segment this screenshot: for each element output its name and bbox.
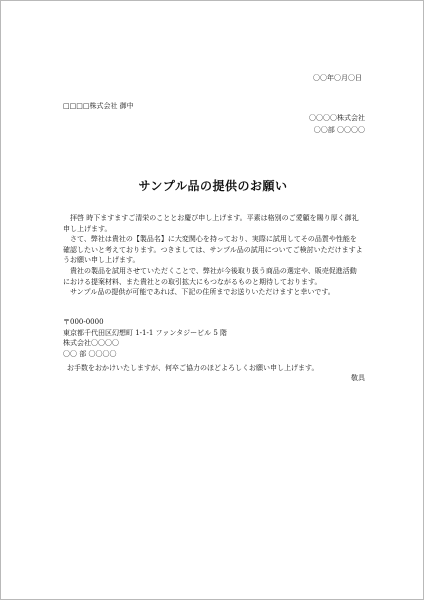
street-address: 東京都千代田区幻想町 1-1-1 ファンタジービル 5 階: [63, 328, 228, 337]
closing-sentence: お手数をおかけいたしますが、何卒ご協力のほどよろしくお願い申し上げます。: [67, 364, 319, 372]
body-paragraph-benefit: 貴社の製品を試用させていただくことで、弊社が今後取り扱う商品の選定や、販売促進活動における提案材料、また貴社との取引拡大にもつながるものと期待しております。: [63, 266, 357, 286]
sender-department: 〇〇部 〇〇〇〇: [313, 126, 365, 134]
postal-code: 〒000-0000: [63, 318, 104, 326]
body-paragraph-greeting: 拝啓 時下ますますご清栄のこととお慶び申し上げます。平素は格別のご愛顧を賜り厚く御礼申し上げます。: [63, 214, 359, 233]
delivery-address: [63, 317, 227, 359]
address-person: 〇〇 部 〇〇〇〇: [63, 349, 117, 358]
address-company: 株式会社〇〇〇〇: [63, 339, 119, 348]
letter-body: [63, 213, 363, 298]
letter-title: サンプル品の提供のお願い: [138, 179, 288, 193]
letter-date: 〇〇年〇月〇日: [313, 74, 362, 82]
recipient-line: □□□□株式会社 御中: [63, 102, 134, 110]
sender-company: 〇〇〇〇株式会社: [309, 114, 365, 122]
body-paragraph-request: さて、弊社は貴社の【製品名】に大変関心を持っており、実際に試用してその品質や性能を確認したいと考えております。つきましては、サンプル品の試用についてご検討いただけますようお願い申し上げます。: [63, 235, 363, 265]
closing-keigu: 敬具: [351, 374, 365, 382]
body-paragraph-address-intro: サンプル品の提供が可能であれば、下記の住所までお送りいただけますと幸いです。: [70, 288, 335, 297]
